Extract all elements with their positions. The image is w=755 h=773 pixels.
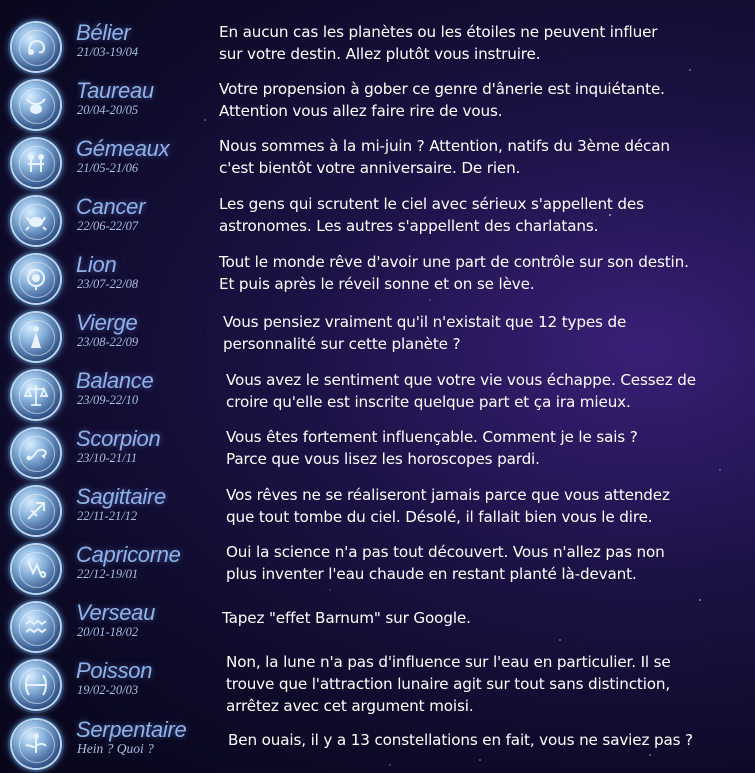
sign-description — [226, 484, 755, 528]
sign-description — [223, 311, 755, 355]
sign-description — [219, 135, 755, 179]
text-line: Les gens qui scrutent le ciel avec sérieux s'appellent des — [219, 195, 644, 213]
sign-row-taureau — [0, 76, 755, 134]
scorpion-medallion — [12, 429, 60, 477]
sign-row-serpentaire — [0, 715, 755, 773]
sign-description — [219, 21, 755, 65]
water-bearer-medallion — [12, 603, 60, 651]
text-line: Nous sommes à la mi-juin ? Attention, natifs du 3ème décan — [219, 137, 670, 155]
sign-name: Verseau — [76, 600, 156, 625]
sign-name: Balance — [76, 368, 154, 393]
sign-name: Bélier — [76, 20, 131, 45]
ram-icon — [22, 33, 50, 61]
scales-icon — [22, 381, 50, 409]
sign-dates: 23/09-22/10 — [77, 393, 139, 407]
sign-dates: 23/08-22/09 — [77, 335, 139, 349]
goat-icon — [22, 555, 50, 583]
sign-description — [219, 78, 755, 122]
sign-dates: 20/01-18/02 — [77, 625, 139, 639]
text-line: Tapez "effet Barnum" sur Google. — [222, 609, 471, 627]
sign-name: Gémeaux — [76, 136, 170, 161]
sign-dates: 21/03-19/04 — [77, 45, 139, 59]
text-line: que tout tombe du ciel. Désolé, il fallait bien vous le dire. — [226, 508, 653, 526]
sign-row-poisson — [0, 653, 755, 715]
lion-medallion — [12, 255, 60, 303]
sign-dates: 23/10-21/11 — [77, 451, 138, 465]
lion-icon — [22, 265, 50, 293]
archer-medallion — [12, 487, 60, 535]
sign-dates: 22/06-22/07 — [77, 219, 139, 233]
sign-row-lion — [0, 250, 755, 308]
sign-row-scorpion — [0, 424, 755, 482]
text-line: personnalité sur cette planète ? — [223, 335, 461, 353]
twins-medallion — [12, 139, 60, 187]
text-line: Et puis après le réveil sonne et on se lève. — [219, 275, 535, 293]
fish-medallion — [12, 661, 60, 709]
text-line: Non, la lune n'a pas d'influence sur l'eau en particulier. Il se — [226, 653, 671, 671]
text-line: plus inventer l'eau chaude en restant planté là-devant. — [226, 565, 637, 583]
crab-medallion — [12, 197, 60, 245]
crab-icon — [22, 207, 50, 235]
sign-name: Capricorne — [76, 542, 181, 567]
text-line: arrêtez avec cet argument moisi. — [226, 697, 474, 715]
text-line: astronomes. Les autres s'appellent des charlatans. — [219, 217, 599, 235]
virgin-medallion — [12, 313, 60, 361]
bull-icon — [22, 91, 50, 119]
sign-dates: 22/11-21/12 — [77, 509, 138, 523]
text-line: En aucun cas les planètes ou les étoiles ne peuvent influer — [219, 23, 658, 41]
text-line: Parce que vous lisez les horoscopes pardi. — [226, 450, 540, 468]
sign-description — [222, 607, 755, 629]
goat-medallion — [12, 545, 60, 593]
sign-name: Scorpion — [76, 426, 161, 451]
text-line: Vous avez le sentiment que votre vie vous échappe. Cessez de — [226, 371, 696, 389]
sign-name: Cancer — [76, 194, 146, 219]
text-line: trouve que l'attraction lunaire agit sur tout sans distinction, — [226, 675, 671, 693]
text-line: Ben ouais, il y a 13 constellations en fait, vous ne saviez pas ? — [228, 731, 693, 749]
text-line: Vous pensiez vraiment qu'il n'existait que 12 types de — [223, 313, 627, 331]
sign-description — [226, 369, 755, 413]
serpent-bearer-medallion — [12, 720, 60, 768]
virgin-icon — [22, 323, 50, 351]
text-line: sur votre destin. Allez plutôt vous instruire. — [219, 45, 541, 63]
text-line: c'est bientôt votre anniversaire. De rien. — [219, 159, 521, 177]
sign-row-gemeaux — [0, 134, 755, 192]
sign-name: Lion — [76, 252, 117, 277]
sign-dates: 19/02-20/03 — [77, 683, 139, 697]
sign-description — [226, 541, 755, 585]
bull-medallion — [12, 81, 60, 129]
sign-dates: 20/04-20/05 — [77, 103, 139, 117]
sign-name: Sagittaire — [76, 484, 166, 509]
sign-description — [228, 729, 755, 751]
scorpion-icon — [22, 439, 50, 467]
sign-name: Serpentaire — [76, 717, 187, 742]
sign-dates: 23/07-22/08 — [77, 277, 139, 291]
sign-dates: 22/12-19/01 — [77, 567, 139, 581]
sign-row-belier — [0, 18, 755, 76]
sign-dates: 21/05-21/06 — [77, 161, 139, 175]
sign-row-vierge — [0, 308, 755, 366]
sign-row-capricorne — [0, 540, 755, 598]
archer-icon — [22, 497, 50, 525]
sign-name: Vierge — [76, 310, 138, 335]
text-line: croire qu'elle est inscrite quelque part et ça ira mieux. — [226, 393, 631, 411]
scales-medallion — [12, 371, 60, 419]
sign-name: Taureau — [76, 78, 154, 103]
sign-row-verseau — [0, 598, 755, 656]
fish-icon — [22, 671, 50, 699]
sign-row-cancer — [0, 192, 755, 250]
text-line: Tout le monde rêve d'avoir une part de contrôle sur son destin. — [219, 253, 689, 271]
ram-medallion — [12, 23, 60, 71]
sign-description — [219, 193, 755, 237]
text-line: Votre propension à gober ce genre d'ânerie est inquiétante. — [219, 80, 665, 98]
sign-dates: Hein ? Quoi ? — [77, 741, 154, 756]
twins-icon — [22, 149, 50, 177]
text-line: Vos rêves ne se réaliseront jamais parce que vous attendez — [226, 486, 670, 504]
water-bearer-icon — [22, 613, 50, 641]
text-line: Attention vous allez faire rire de vous. — [219, 102, 503, 120]
sign-name: Poisson — [76, 658, 153, 683]
serpent-bearer-icon — [22, 730, 50, 758]
text-line: Oui la science n'a pas tout découvert. Vous n'allez pas non — [226, 543, 665, 561]
sign-description — [226, 651, 755, 717]
sign-description — [219, 251, 755, 295]
sign-row-sagittaire — [0, 482, 755, 540]
sign-row-balance — [0, 366, 755, 424]
text-line: Vous êtes fortement influençable. Comment je le sais ? — [226, 428, 638, 446]
sign-description — [226, 426, 755, 470]
